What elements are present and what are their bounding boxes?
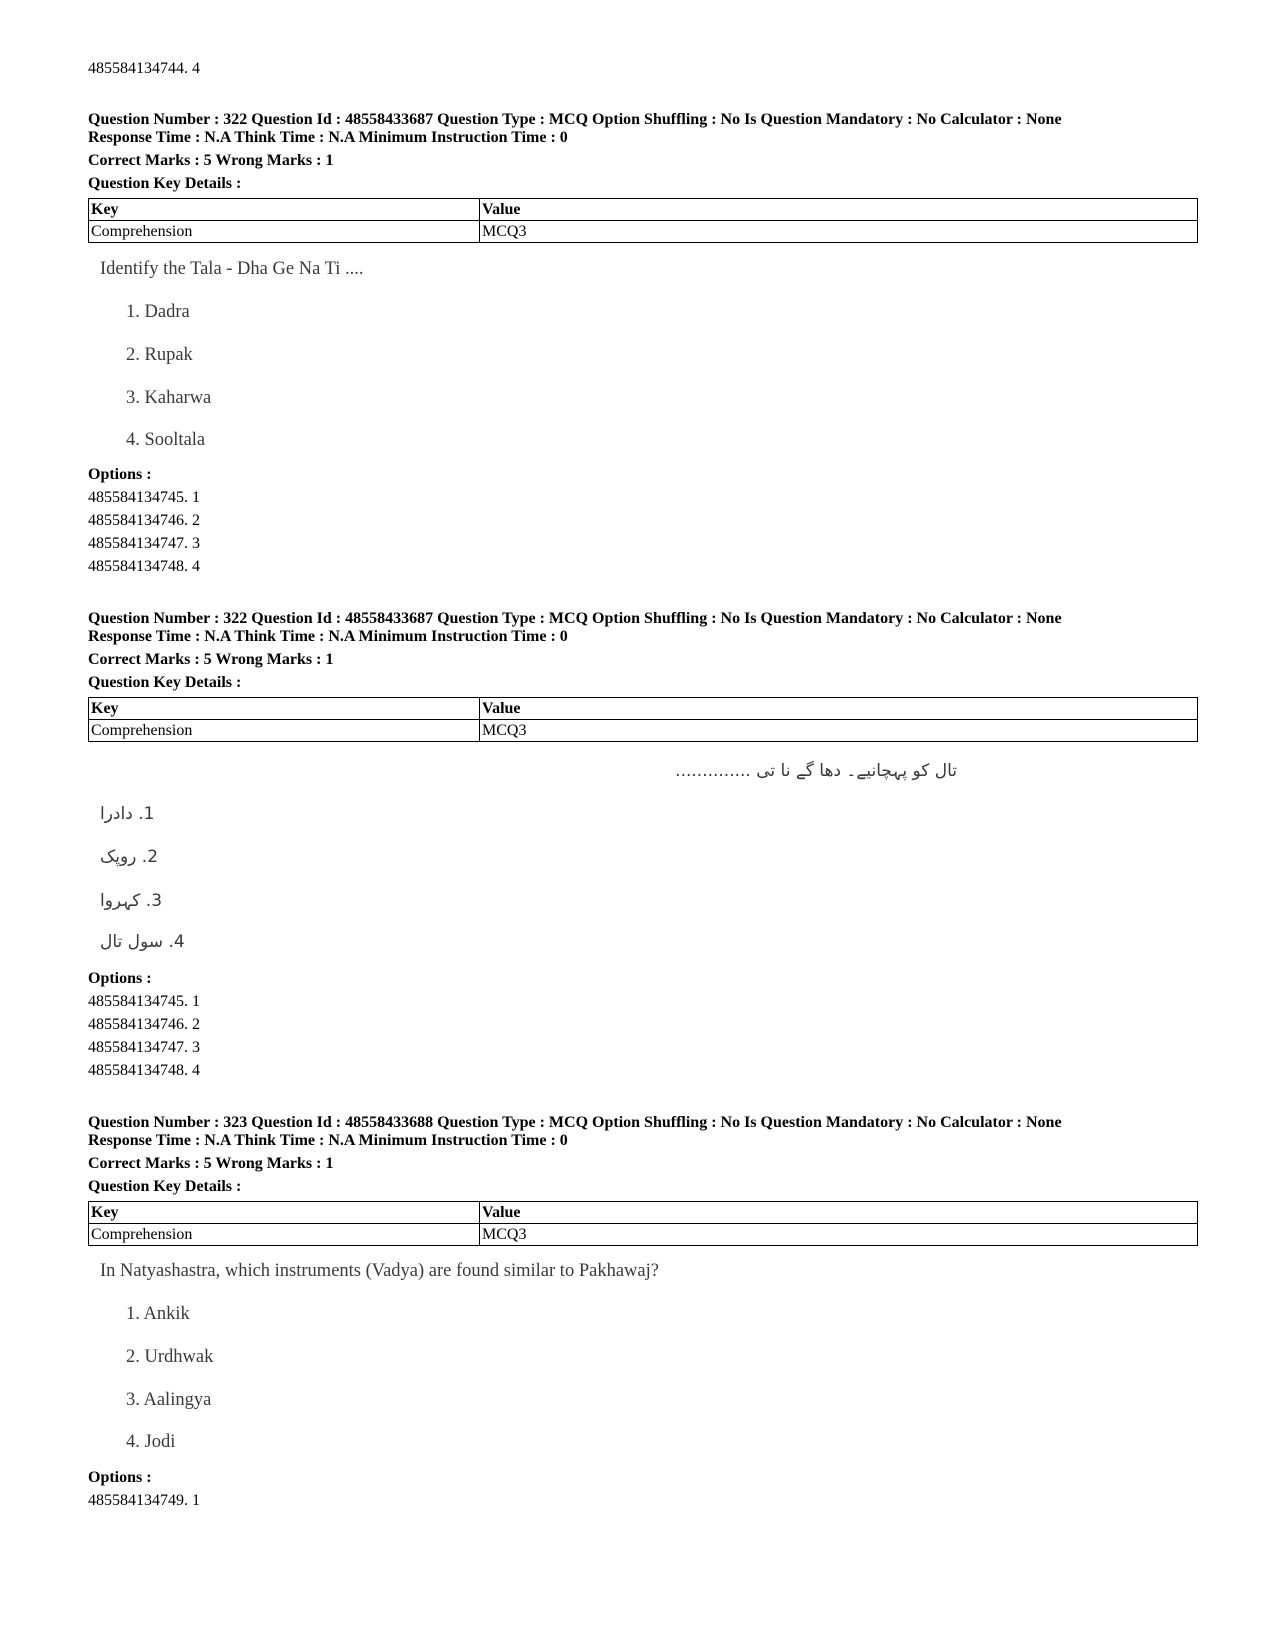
- table-header-row: [89, 1202, 1198, 1224]
- question-header-line2: Response Time : N.A Think Time : N.A Minimum Instruction Time : 0: [88, 628, 568, 645]
- choice-item: 2. Urdhwak: [126, 1347, 214, 1367]
- question-header-line2: Response Time : N.A Think Time : N.A Minimum Instruction Time : 0: [88, 129, 568, 146]
- question-text: In Natyashastra, which instruments (Vadya) are found similar to Pakhawaj?: [100, 1261, 659, 1281]
- option-line: 485584134747. 3: [88, 535, 200, 552]
- choice-item: 4. Jodi: [126, 1432, 176, 1452]
- key-details-label: Question Key Details :: [88, 674, 242, 691]
- choice-item: 2. روپک: [100, 847, 159, 867]
- choice-item: 3. Aalingya: [126, 1390, 212, 1410]
- choice-item: 4. سول تال: [100, 932, 185, 952]
- option-line: 485584134749. 1: [88, 1492, 200, 1509]
- choice-item: 1. دادرا: [100, 804, 155, 824]
- choice-item: 1. Ankik: [126, 1304, 190, 1324]
- key-details-table: [88, 198, 1198, 243]
- option-line: 485584134745. 1: [88, 489, 200, 506]
- table-cell-value: MCQ3: [480, 221, 1198, 243]
- options-label: Options :: [88, 970, 152, 987]
- table-cell-key: Comprehension: [89, 1224, 480, 1246]
- table-cell-value: MCQ3: [480, 1224, 1198, 1246]
- table-cell-key: Comprehension: [89, 720, 480, 742]
- choice-item: 1. Dadra: [126, 302, 190, 322]
- table-header-row: [89, 199, 1198, 221]
- option-line: 485584134747. 3: [88, 1039, 200, 1056]
- choice-item: 2. Rupak: [126, 345, 193, 365]
- choice-item: 3. Kaharwa: [126, 388, 212, 408]
- key-details-table: [88, 1201, 1198, 1246]
- option-line: 485584134746. 2: [88, 512, 200, 529]
- table-header-row: [89, 698, 1198, 720]
- question-text: Identify the Tala - Dha Ge Na Ti ....: [100, 259, 364, 279]
- option-line: 485584134745. 1: [88, 993, 200, 1010]
- table-header-key: Key: [89, 698, 480, 720]
- table-header-value: Value: [480, 698, 1198, 720]
- question-text: تال کو پہچانیے۔ دھا گے نا تی ..............: [675, 761, 957, 781]
- question-header-line1: Question Number : 322 Question Id : 48558433687 Question Type : MCQ Option Shuffling : No Is Question Mandatory : No Calculator : None: [88, 111, 1062, 128]
- marks-line: Correct Marks : 5 Wrong Marks : 1: [88, 651, 334, 668]
- table-header-key: Key: [89, 199, 480, 221]
- table-row: [89, 720, 1198, 742]
- options-label: Options :: [88, 1469, 152, 1486]
- option-line: 485584134748. 4: [88, 558, 200, 575]
- option-line: 485584134748. 4: [88, 1062, 200, 1079]
- marks-line: Correct Marks : 5 Wrong Marks : 1: [88, 1155, 334, 1172]
- table-header-value: Value: [480, 199, 1198, 221]
- table-header-key: Key: [89, 1202, 480, 1224]
- choice-item: 3. کہروا: [100, 891, 163, 911]
- table-cell-key: Comprehension: [89, 221, 480, 243]
- marks-line: Correct Marks : 5 Wrong Marks : 1: [88, 152, 334, 169]
- key-details-label: Question Key Details :: [88, 175, 242, 192]
- option-line: 485584134746. 2: [88, 1016, 200, 1033]
- choice-item: 4. Sooltala: [126, 430, 206, 450]
- table-cell-value: MCQ3: [480, 720, 1198, 742]
- options-label: Options :: [88, 466, 152, 483]
- key-details-table: [88, 697, 1198, 742]
- option-line: 485584134744. 4: [88, 60, 200, 77]
- question-header-line1: Question Number : 322 Question Id : 48558433687 Question Type : MCQ Option Shuffling : No Is Question Mandatory : No Calculator : None: [88, 610, 1062, 627]
- table-header-value: Value: [480, 1202, 1198, 1224]
- table-row: [89, 1224, 1198, 1246]
- key-details-label: Question Key Details :: [88, 1178, 242, 1195]
- question-header-line2: Response Time : N.A Think Time : N.A Minimum Instruction Time : 0: [88, 1132, 568, 1149]
- question-header-line1: Question Number : 323 Question Id : 48558433688 Question Type : MCQ Option Shuffling : No Is Question Mandatory : No Calculator : None: [88, 1114, 1062, 1131]
- table-row: [89, 221, 1198, 243]
